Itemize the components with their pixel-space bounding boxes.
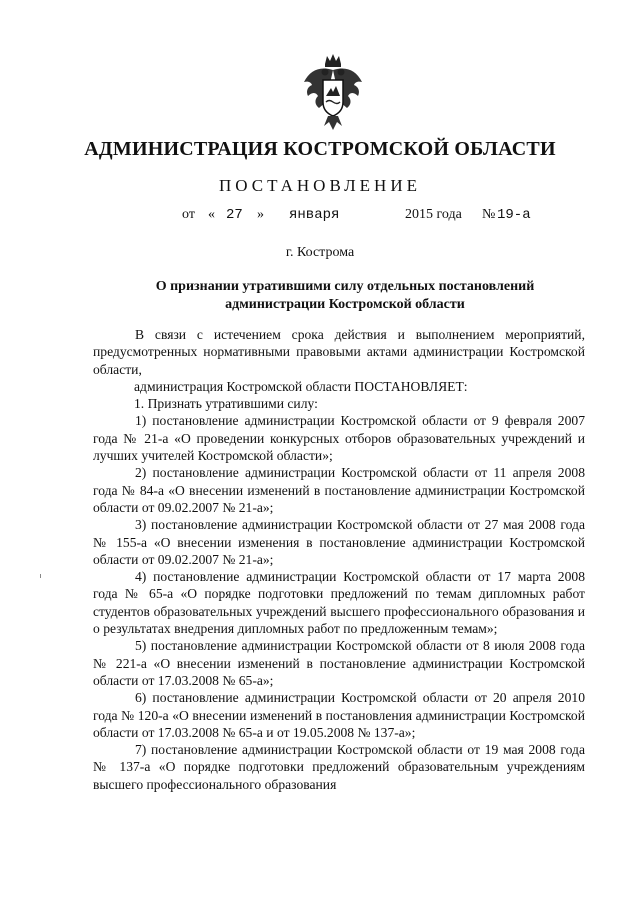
document-title <box>110 278 580 314</box>
list-item: 5) постановление администрации Костромской области от 8 июля 2008 года № 221-а «О внесении изменений в постановление администрации Костромской области от 17.03.2008 № 65-а»; <box>93 638 585 688</box>
document-body <box>93 326 585 793</box>
title-line: О признании утратившими силу отдельных постановлений <box>155 279 535 294</box>
title-line: администрации Костромской области <box>225 297 465 312</box>
list-item: 3) постановление администрации Костромской области от 27 мая 2008 года № 155-а «О внесении изменения в постановление администрации Костромской области от 09.02.2007 № 21-а»; <box>93 517 585 567</box>
city: г. Кострома <box>285 245 355 260</box>
date-day: 27 <box>226 207 243 223</box>
list-item: 7) постановление администрации Костромской области от 19 мая 2008 года № 137-а «О порядке подготовки предложений образовательным учреждениям высшего профессионального образования <box>93 742 585 792</box>
document-number: 19-а <box>497 207 531 223</box>
resolves-paragraph: администрация Костромской области ПОСТАНОВЛЯЕТ: <box>134 378 468 394</box>
quote-close: » <box>257 207 264 222</box>
list-item: 4) постановление администрации Костромской области от 17 марта 2008 года № 65-а «О порядке подготовки предложений по темам дипломных работ студентов образовательных учреждений высшего профессионального образования и о результатах внедрения дипломных работ по предложенным темам»; <box>93 569 585 637</box>
date-month: января <box>289 207 340 223</box>
organization-name: АДМИНИСТРАЦИЯ КОСТРОМСКОЙ ОБЛАСТИ <box>84 138 556 160</box>
scan-mark <box>40 574 41 578</box>
list-item: 1) постановление администрации Костромской области от 9 февраля 2007 года № 21-а «О проведении конкурсных отборов образовательных учреждений и лучших учителей Костромской области»; <box>93 413 585 464</box>
list-item: 6) постановление администрации Костромской области от 20 апреля 2010 года № 120-а «О внесении изменений в постановления администрации Костромской области от 17.03.2008 № 65-а и от 19.05.2008 № 137-а»; <box>93 690 585 740</box>
quote-open: « <box>208 207 215 222</box>
list-item: 2) постановление администрации Костромской области от 11 апреля 2008 года № 84-а «О внесении изменений в постановление администрации Костромской области от 09.02.2007 № 21-а»; <box>93 465 585 515</box>
date-prefix: от <box>182 207 195 222</box>
document-type: ПОСТАНОВЛЕНИЕ <box>218 176 421 195</box>
coat-of-arms-icon <box>298 52 368 132</box>
number-sign: № <box>482 207 496 222</box>
date-year: 2015 года <box>405 207 462 222</box>
point-1-paragraph: 1. Признать утратившими силу: <box>134 396 318 412</box>
intro-paragraph: В связи с истечением срока действия и выполнением мероприятий, предусмотренных нормативными правовыми актами администрации Костромской области, <box>93 327 585 377</box>
